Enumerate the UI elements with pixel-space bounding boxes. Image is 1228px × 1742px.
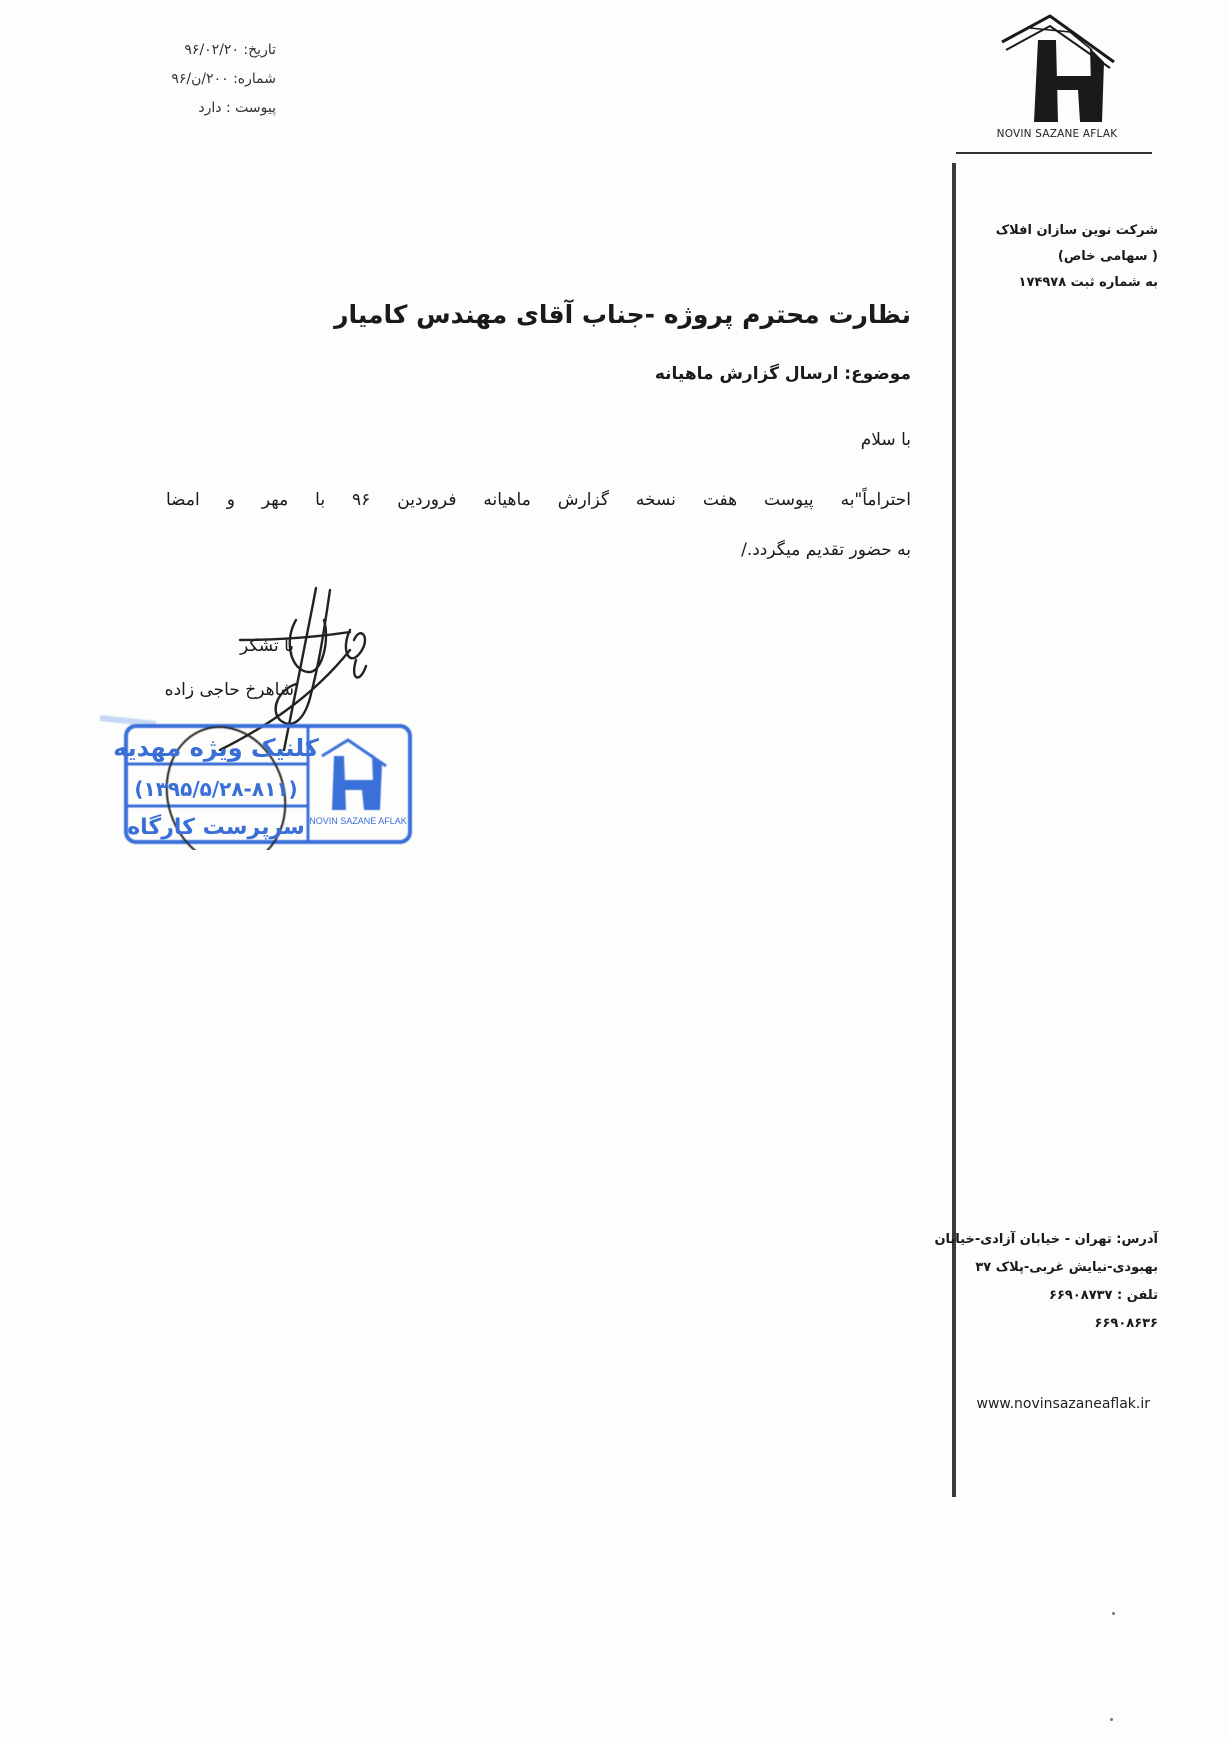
scan-speck [1110,1718,1113,1721]
letter-number: شماره: ۲۰۰/ن/۹۶ [171,71,276,87]
company-registration: به شماره ثبت ۱۷۴۹۷۸ [1018,275,1158,290]
body-paragraph-line2: به حضور تقدیم میگردد./ [741,540,911,560]
sidebar-company [958,218,1158,296]
margin-rule [952,163,956,1497]
fax-number: ۶۶۹۰۸۶۳۶ [1094,1316,1158,1331]
company-name: شرکت نوین سازان افلاک [995,223,1158,238]
stamp-line3: سرپرست کارگاه [127,815,305,840]
logo-underline [956,152,1152,154]
address-line2: بهبودی-نیایش غربی-پلاک ۳۷ [975,1260,1158,1275]
site-supervisor-stamp [96,710,416,850]
body-paragraph-line1: احتراماً"به پیوست هفت نسخه گزارش ماهیانه فروردین ۹۶ با مهر و امضا [166,490,912,510]
closing: با تشکر [240,636,294,656]
sidebar-address [934,1226,1158,1338]
recipient-line: نظارت محترم پروژه -جناب آقای مهندس کامیار [334,300,911,329]
letter-attachment: پیوست : دارد [198,100,276,116]
scan-speck [1112,1612,1115,1615]
letter-meta [76,36,276,123]
subject-line: موضوع: ارسال گزارش ماهیانه [654,364,911,384]
stamp-brand: NOVIN SAZANE AFLAK [309,816,407,826]
company-type: ( سهامی خاص) [1057,249,1158,264]
greeting: با سلام [860,430,911,450]
stamp-line2: (۱۳۹۵/۵/۲۸-۸۱۱) [134,777,298,801]
signer-name: شاهرخ حاجی زاده [164,680,294,700]
company-website: www.novinsazaneaflak.ir [976,1396,1150,1412]
logo-caption: NOVIN SAZANE AFLAK [996,128,1118,140]
letter-date: تاریخ: ۹۶/۰۲/۲۰ [184,42,276,58]
stamp-line1: کلنیک ویژه مهدیه [113,734,319,762]
phone-number: تلفن : ۶۶۹۰۸۷۳۷ [1049,1288,1158,1303]
address-line1: آدرس: تهران - خیابان آزادی-خیابان [934,1232,1158,1247]
